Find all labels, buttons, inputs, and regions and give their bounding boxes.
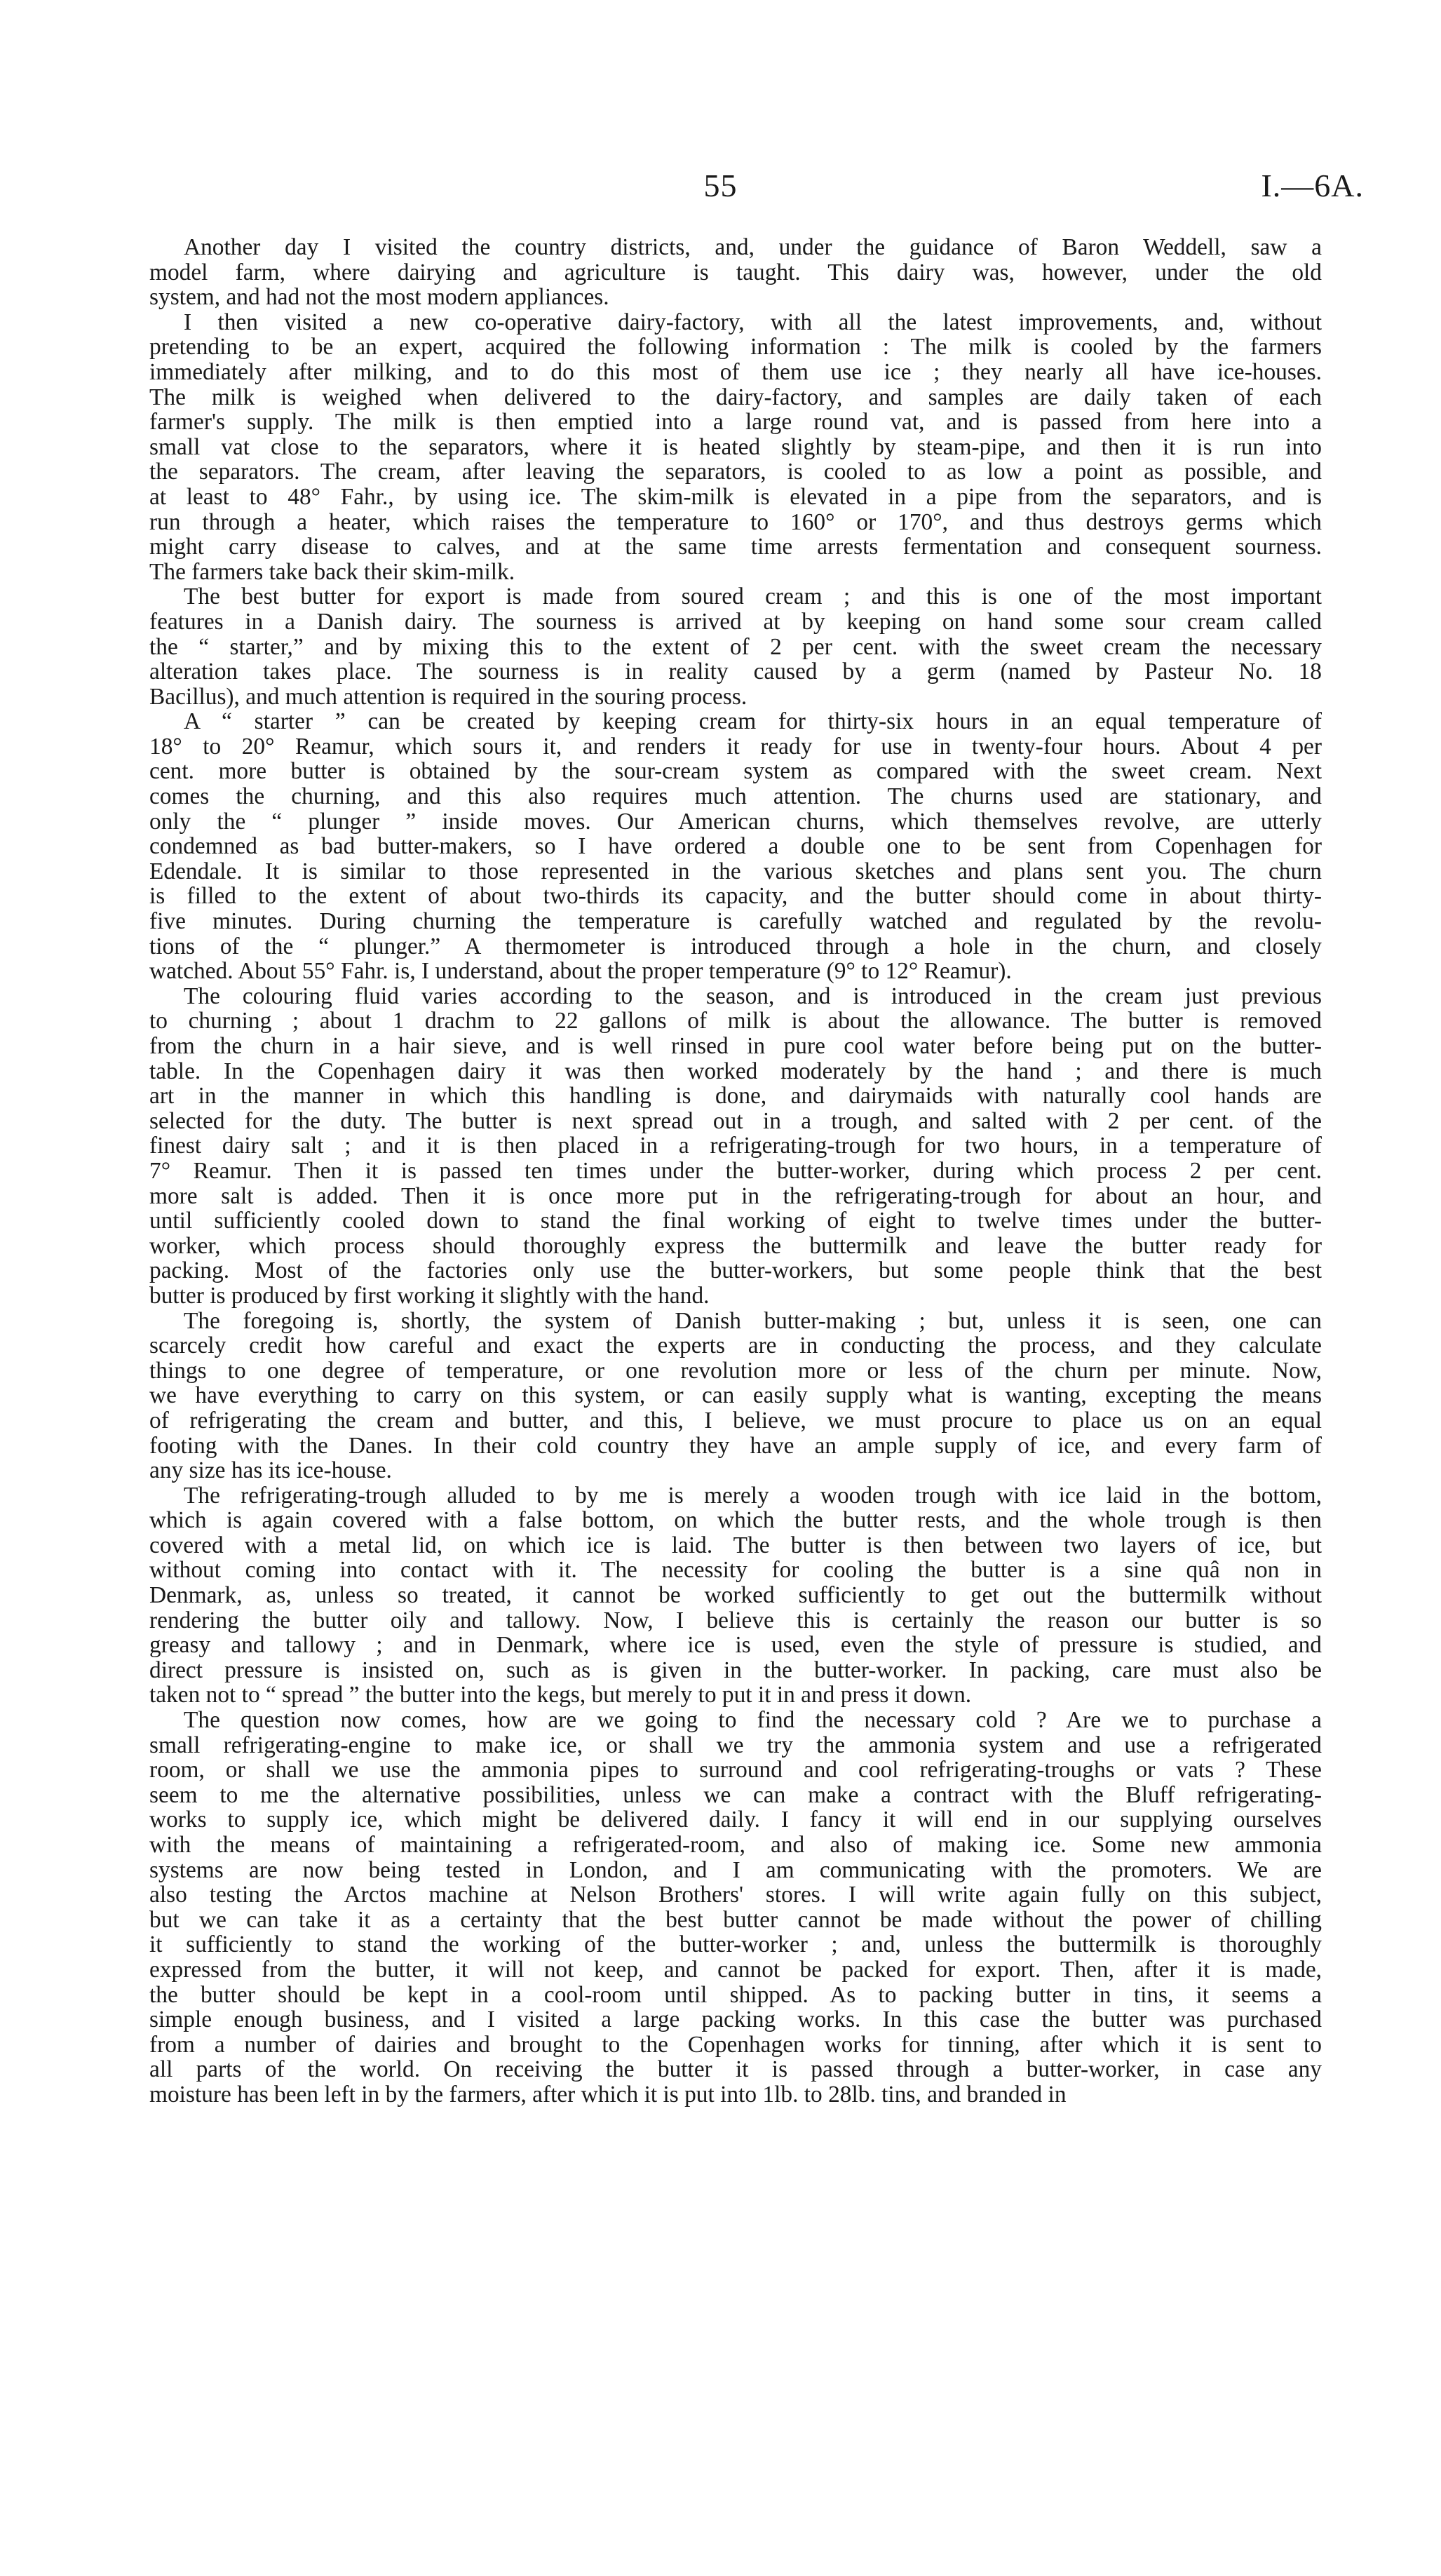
text-line: watched. About 55° Fahr. is, I understand, about the proper temperature (9° to 12° Reamur). (149, 958, 1012, 985)
text-line: 7° Reamur. Then it is passed ten times under the butter-worker, during which process 2 per cent. (149, 1157, 1322, 1184)
text-line: room, or shall we use the ammonia pipes to surround and cool refrigerating-troughs or vats ? These (149, 1757, 1322, 1783)
text-line: small vat close to the separators, where it is heated slightly by steam-pipe, and then it is run into (149, 433, 1322, 460)
text-line: direct pressure is insisted on, such as is given in the butter-worker. In packing, care must also be (149, 1657, 1322, 1683)
text-line: 18° to 20° Reamur, which sours it, and renders it ready for use in twenty-four hours. About 4 per (149, 733, 1322, 760)
body-text (149, 235, 1322, 2108)
text-line: comes the churning, and this also requires much attention. The churns used are stationary, and (149, 783, 1322, 810)
paragraph (149, 235, 1322, 310)
text-line: finest dairy salt ; and it is then placed in a refrigerating-trough for two hours, in a temperature of (149, 1133, 1322, 1159)
text-line: immediately after milking, and to do this most of them use ice ; they nearly all have ice-houses. (149, 358, 1322, 385)
text-line: the separators. The cream, after leaving the separators, is cooled to as low a point as possible, and (149, 459, 1322, 485)
text-line: small refrigerating-engine to make ice, or shall we try the ammonia system and use a refrigerated (149, 1732, 1322, 1758)
text-line: table. In the Copenhagen dairy it was then worked moderately by the hand ; and there is much (149, 1058, 1322, 1084)
text-line: only the “ plunger ” inside moves. Our American churns, which themselves revolve, are utterly (149, 808, 1322, 835)
paragraph (149, 984, 1322, 1309)
text-line: all parts of the world. On receiving the butter it is passed through a butter-worker, in case any (149, 2056, 1322, 2083)
text-line: also testing the Arctos machine at Nelson Brothers' stores. I will write again fully on this subject, (149, 1882, 1322, 1908)
text-line: any size has its ice-house. (149, 1457, 392, 1484)
text-line: at least to 48° Fahr., by using ice. The skim-milk is elevated in a pipe from the separators, and is (149, 483, 1322, 510)
text-line: is filled to the extent of about two-thirds its capacity, and the butter should come in about thirty- (149, 883, 1322, 910)
text-line: worker, which process should thoroughly express the buttermilk and leave the butter ready for (149, 1232, 1322, 1259)
text-line: Another day I visited the country districts, and, under the guidance of Baron Weddell, saw a (184, 234, 1322, 260)
text-line: cent. more butter is obtained by the sour-cream system as compared with the sweet cream. Next (149, 758, 1322, 785)
text-line: moisture has been left in by the farmers, after which it is put into 1lb. to 28lb. tins, and branded in (149, 2081, 1067, 2108)
text-line: pretending to be an expert, acquired the following information : The milk is cooled by the farmers (149, 334, 1322, 360)
text-line: until sufficiently cooled down to stand the final working of eight to twelve times under the butter- (149, 1208, 1322, 1234)
text-line: The question now comes, how are we going to find the necessary cold ? Are we to purchase a (184, 1707, 1322, 1734)
text-line: to churning ; about 1 drachm to 22 gallons of milk is about the allowance. The butter is removed (149, 1008, 1322, 1034)
page-number: 55 (703, 168, 738, 203)
text-line: seem to me the alternative possibilities, unless we can make a contract with the Bluff refrigerating- (149, 1781, 1322, 1808)
text-line: systems are now being tested in London, and I am communicating with the promoters. We are (149, 1856, 1322, 1883)
text-line: condemned as bad butter-makers, so I have ordered a double one to be sent from Copenhagen for (149, 833, 1322, 860)
text-line: but we can take it as a certainty that the best butter cannot be made without the power of chilling (149, 1906, 1322, 1933)
text-line: system, and had not the most modern appliances. (149, 284, 609, 311)
text-line: things to one degree of temperature, or one revolution more or less of the churn per minute. Now, (149, 1357, 1322, 1384)
text-line: The best butter for export is made from soured cream ; and this is one of the most important (184, 584, 1322, 610)
text-line: alteration takes place. The sourness is in reality caused by a germ (named by Pasteur No. 18 (149, 659, 1322, 685)
text-line: expressed from the butter, it will not keep, and cannot be packed for export. Then, after it is made, (149, 1956, 1322, 1983)
text-line: features in a Danish dairy. The sourness is arrived at by keeping on hand some sour cream called (149, 608, 1322, 635)
text-line: The refrigerating-trough alluded to by me is merely a wooden trough with ice laid in the bottom, (184, 1482, 1322, 1509)
paragraph (149, 310, 1322, 585)
text-line: art in the manner in which this handling is done, and dairymaids with naturally cool hands are (149, 1083, 1322, 1110)
text-line: taken not to “ spread ” the butter into the kegs, but merely to put it in and press it down. (149, 1682, 972, 1708)
text-line: five minutes. During churning the temperature is carefully watched and regulated by the revolu- (149, 908, 1322, 935)
text-line: rendering the butter oily and tallowy. Now, I believe this is certainly the reason our butter is so (149, 1607, 1322, 1633)
paragraph (149, 584, 1322, 709)
text-line: A “ starter ” can be created by keeping cream for thirty-six hours in an equal temperature of (184, 708, 1322, 735)
text-line: The colouring fluid varies according to the season, and is introduced in the cream just previous (184, 983, 1322, 1009)
text-line: selected for the duty. The butter is next spread out in a trough, and salted with 2 per cent. of the (149, 1107, 1322, 1134)
text-line: I then visited a new co-operative dairy-factory, with all the latest improvements, and, without (184, 309, 1322, 335)
text-line: packing. Most of the factories only use the butter-workers, but some people think that the best (149, 1257, 1322, 1284)
text-line: Denmark, as, unless so treated, it cannot be worked sufficiently to get out the buttermilk without (149, 1582, 1322, 1609)
text-line: model farm, where dairying and agriculture is taught. This dairy was, however, under the old (149, 259, 1322, 285)
text-line: from a number of dairies and brought to the Copenhagen works for tinning, after which it is sent to (149, 2031, 1322, 2058)
text-line: from the churn in a hair sieve, and is well rinsed in pure cool water before being put on the butter- (149, 1033, 1322, 1059)
text-line: it sufficiently to stand the working of the butter-worker ; and, unless the buttermilk is thoroughly (149, 1931, 1322, 1958)
paragraph (149, 1309, 1322, 1483)
document-reference: I.—6A. (1261, 168, 1364, 203)
text-line: without coming into contact with it. The necessity for cooling the butter is a sine quâ non in (149, 1557, 1322, 1584)
text-line: works to supply ice, which might be delivered daily. I fancy it will end in our supplying ourselves (149, 1807, 1322, 1833)
text-line: we have everything to carry on this system, or can easily supply what is wanting, excepting the means (149, 1382, 1322, 1409)
text-line: of refrigerating the cream and butter, and this, I believe, we must procure to place us on an equal (149, 1407, 1322, 1434)
paragraph (149, 1483, 1322, 1708)
text-line: The milk is weighed when delivered to the dairy-factory, and samples are daily taken of each (149, 384, 1322, 410)
text-line: footing with the Danes. In their cold country they have an ample supply of ice, and every farm of (149, 1432, 1322, 1459)
text-line: the butter should be kept in a cool-room until shipped. As to packing butter in tins, it seems a (149, 1981, 1322, 2008)
text-line: scarcely credit how careful and exact the experts are in conducting the process, and they calculate (149, 1333, 1322, 1359)
paragraph (149, 709, 1322, 984)
text-line: run through a heater, which raises the temperature to 160° or 170°, and thus destroys germs which (149, 508, 1322, 535)
text-line: tions of the “ plunger.” A thermometer is introduced through a hole in the churn, and closely (149, 933, 1322, 959)
text-line: with the means of maintaining a refrigerated-room, and also of making ice. Some new ammonia (149, 1832, 1322, 1858)
paragraph (149, 1708, 1322, 2108)
text-line: greasy and tallowy ; and in Denmark, where ice is used, even the style of pressure is studied, and (149, 1632, 1322, 1659)
text-line: the “ starter,” and by mixing this to the extent of 2 per cent. with the sweet cream the necessary (149, 633, 1322, 660)
text-line: Edendale. It is similar to those represented in the various sketches and plans sent you. The churn (149, 858, 1322, 884)
text-line: might carry disease to calves, and at the same time arrests fermentation and consequent sourness. (149, 534, 1322, 560)
text-line: more salt is added. Then it is once more put in the refrigerating-trough for about an hour, and (149, 1182, 1322, 1209)
text-line: butter is produced by first working it slightly with the hand. (149, 1282, 710, 1309)
text-line: which is again covered with a false bottom, on which the butter rests, and the whole trough is then (149, 1507, 1322, 1534)
text-line: The farmers take back their skim-milk. (149, 558, 515, 585)
text-line: Bacillus), and much attention is required in the souring process. (149, 683, 747, 710)
text-line: farmer's supply. The milk is then emptied into a large round vat, and is passed from here into a (149, 409, 1322, 436)
text-line: The foregoing is, shortly, the system of Danish butter-making ; but, unless it is seen, one can (184, 1307, 1322, 1334)
text-line: simple enough business, and I visited a large packing works. In this case the butter was purchased (149, 2007, 1322, 2033)
text-line: covered with a metal lid, on which ice is laid. The butter is then between two layers of ice, but (149, 1532, 1322, 1558)
